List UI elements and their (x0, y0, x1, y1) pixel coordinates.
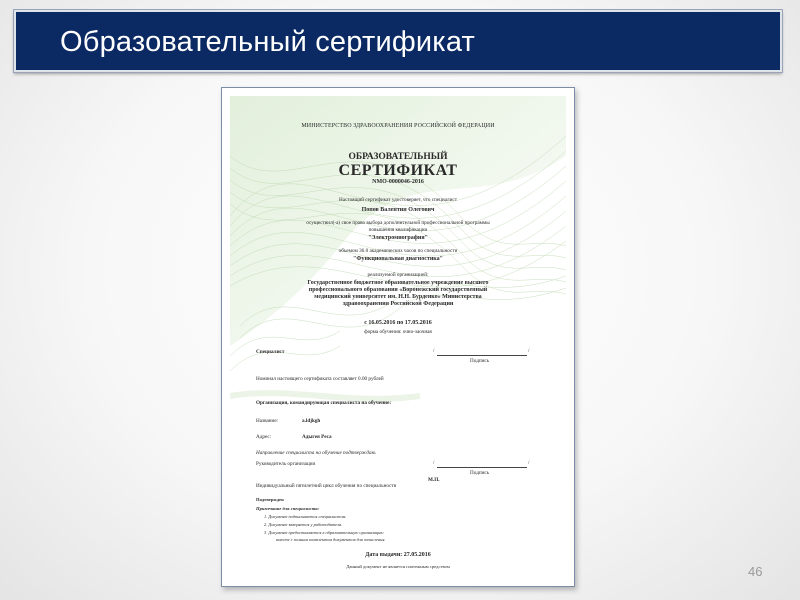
direction-note: Направление специалиста на обучение подтверждаю. (256, 450, 377, 456)
nominal-text: Номинал настоящего сертификата составляет 0.00 рублей (256, 376, 384, 382)
specialist-signature-line (437, 355, 527, 356)
stamp-mark: М.П. (428, 477, 440, 483)
slide-title: Образовательный сертификат (60, 26, 475, 58)
choice-text-2: повышения квалификации (368, 227, 428, 233)
note-item-3: 3. Документ предоставляется в образовательную организацию (264, 530, 384, 535)
organization-line-2: профессионального образования «Воронежский государственный (308, 287, 488, 293)
notes-heading: Примечание для специалиста: (256, 506, 320, 511)
choice-text-1: осуществил(-а) свое право выбора дополнительной профессиональной программы (306, 220, 490, 226)
organization-line-3: медицинский университет им. Н.Н. Бурденко» Министерства (314, 294, 482, 300)
title-bar (14, 10, 782, 72)
study-period: с 16.05.2016 по 17.05.2016 (364, 320, 432, 326)
sending-org-heading: Организация, командирующая специалиста на обучение: (256, 400, 392, 406)
implemented-by-text: реализуемой организацией: (367, 272, 429, 278)
volume-text: объемом 36.0 академических часов по специальности (338, 248, 458, 254)
certifies-text: Настоящий сертификат удостоверяет, что специалист (339, 197, 457, 203)
specialty-name: "Функциональная диагностика" (352, 256, 443, 262)
study-form: форма обучения: очно-заочная (364, 329, 432, 335)
org-name-label: Название: (256, 418, 279, 424)
certificate-frame (221, 87, 575, 587)
signature-slash-4: / (528, 460, 530, 466)
certificate-heading-2: СЕРТИФИКАТ (338, 162, 458, 179)
specialist-name: Попов Валентин Олегович (361, 207, 435, 213)
signature-slash-3: / (433, 460, 435, 466)
signature-caption-1: Подпись (470, 358, 490, 364)
signature-caption-2: Подпись (470, 470, 490, 476)
note-item-2: 2. Документ заверяется у работодателя. (264, 522, 343, 527)
slide-page-number: 46 (748, 564, 763, 579)
note-item-3-continued: вместе с полным комплектом документов для зачисления. (276, 537, 386, 542)
head-signature-line (437, 467, 527, 468)
org-name-value: a.ldjkgh (302, 418, 321, 424)
certificate-heading-1: ОБРАЗОВАТЕЛЬНЫЙ (348, 152, 448, 162)
note-item-1: 1. Документ подписывается специалистом. (264, 514, 347, 519)
org-address-label: Адрес: (256, 434, 272, 440)
organization-line-4: здравоохранения Российской Федерации (342, 301, 454, 307)
ministry-header: МИНИСТЕРСТВО ЗДРАВООХРАНЕНИЯ РОССИЙСКОЙ ФЕДЕРАЦИИ (301, 123, 495, 129)
certificate-number: NMO-0000046-2016 (372, 179, 424, 185)
individual-cycle-text: Индивидуальный пятилетний цикл обучения по специальности (256, 483, 397, 489)
confirmed-label: Подтвержден (256, 497, 284, 502)
issue-date: Дата выдачи: 27.05.2016 (365, 552, 431, 558)
disclaimer-text: Данный документ не является платежным средством (346, 564, 450, 569)
signature-slash-1: / (433, 348, 435, 354)
organization-line-1: Государственное бюджетное образовательное учреждение высшего (307, 280, 489, 286)
certificate-page (230, 96, 566, 578)
specialist-label: Специалист (256, 349, 285, 355)
org-address-value: Адыгея Реса (302, 434, 332, 440)
head-of-org-label: Руководитель организации (256, 461, 316, 467)
program-name: "Электромиография" (368, 235, 428, 241)
signature-slash-2: / (528, 348, 530, 354)
